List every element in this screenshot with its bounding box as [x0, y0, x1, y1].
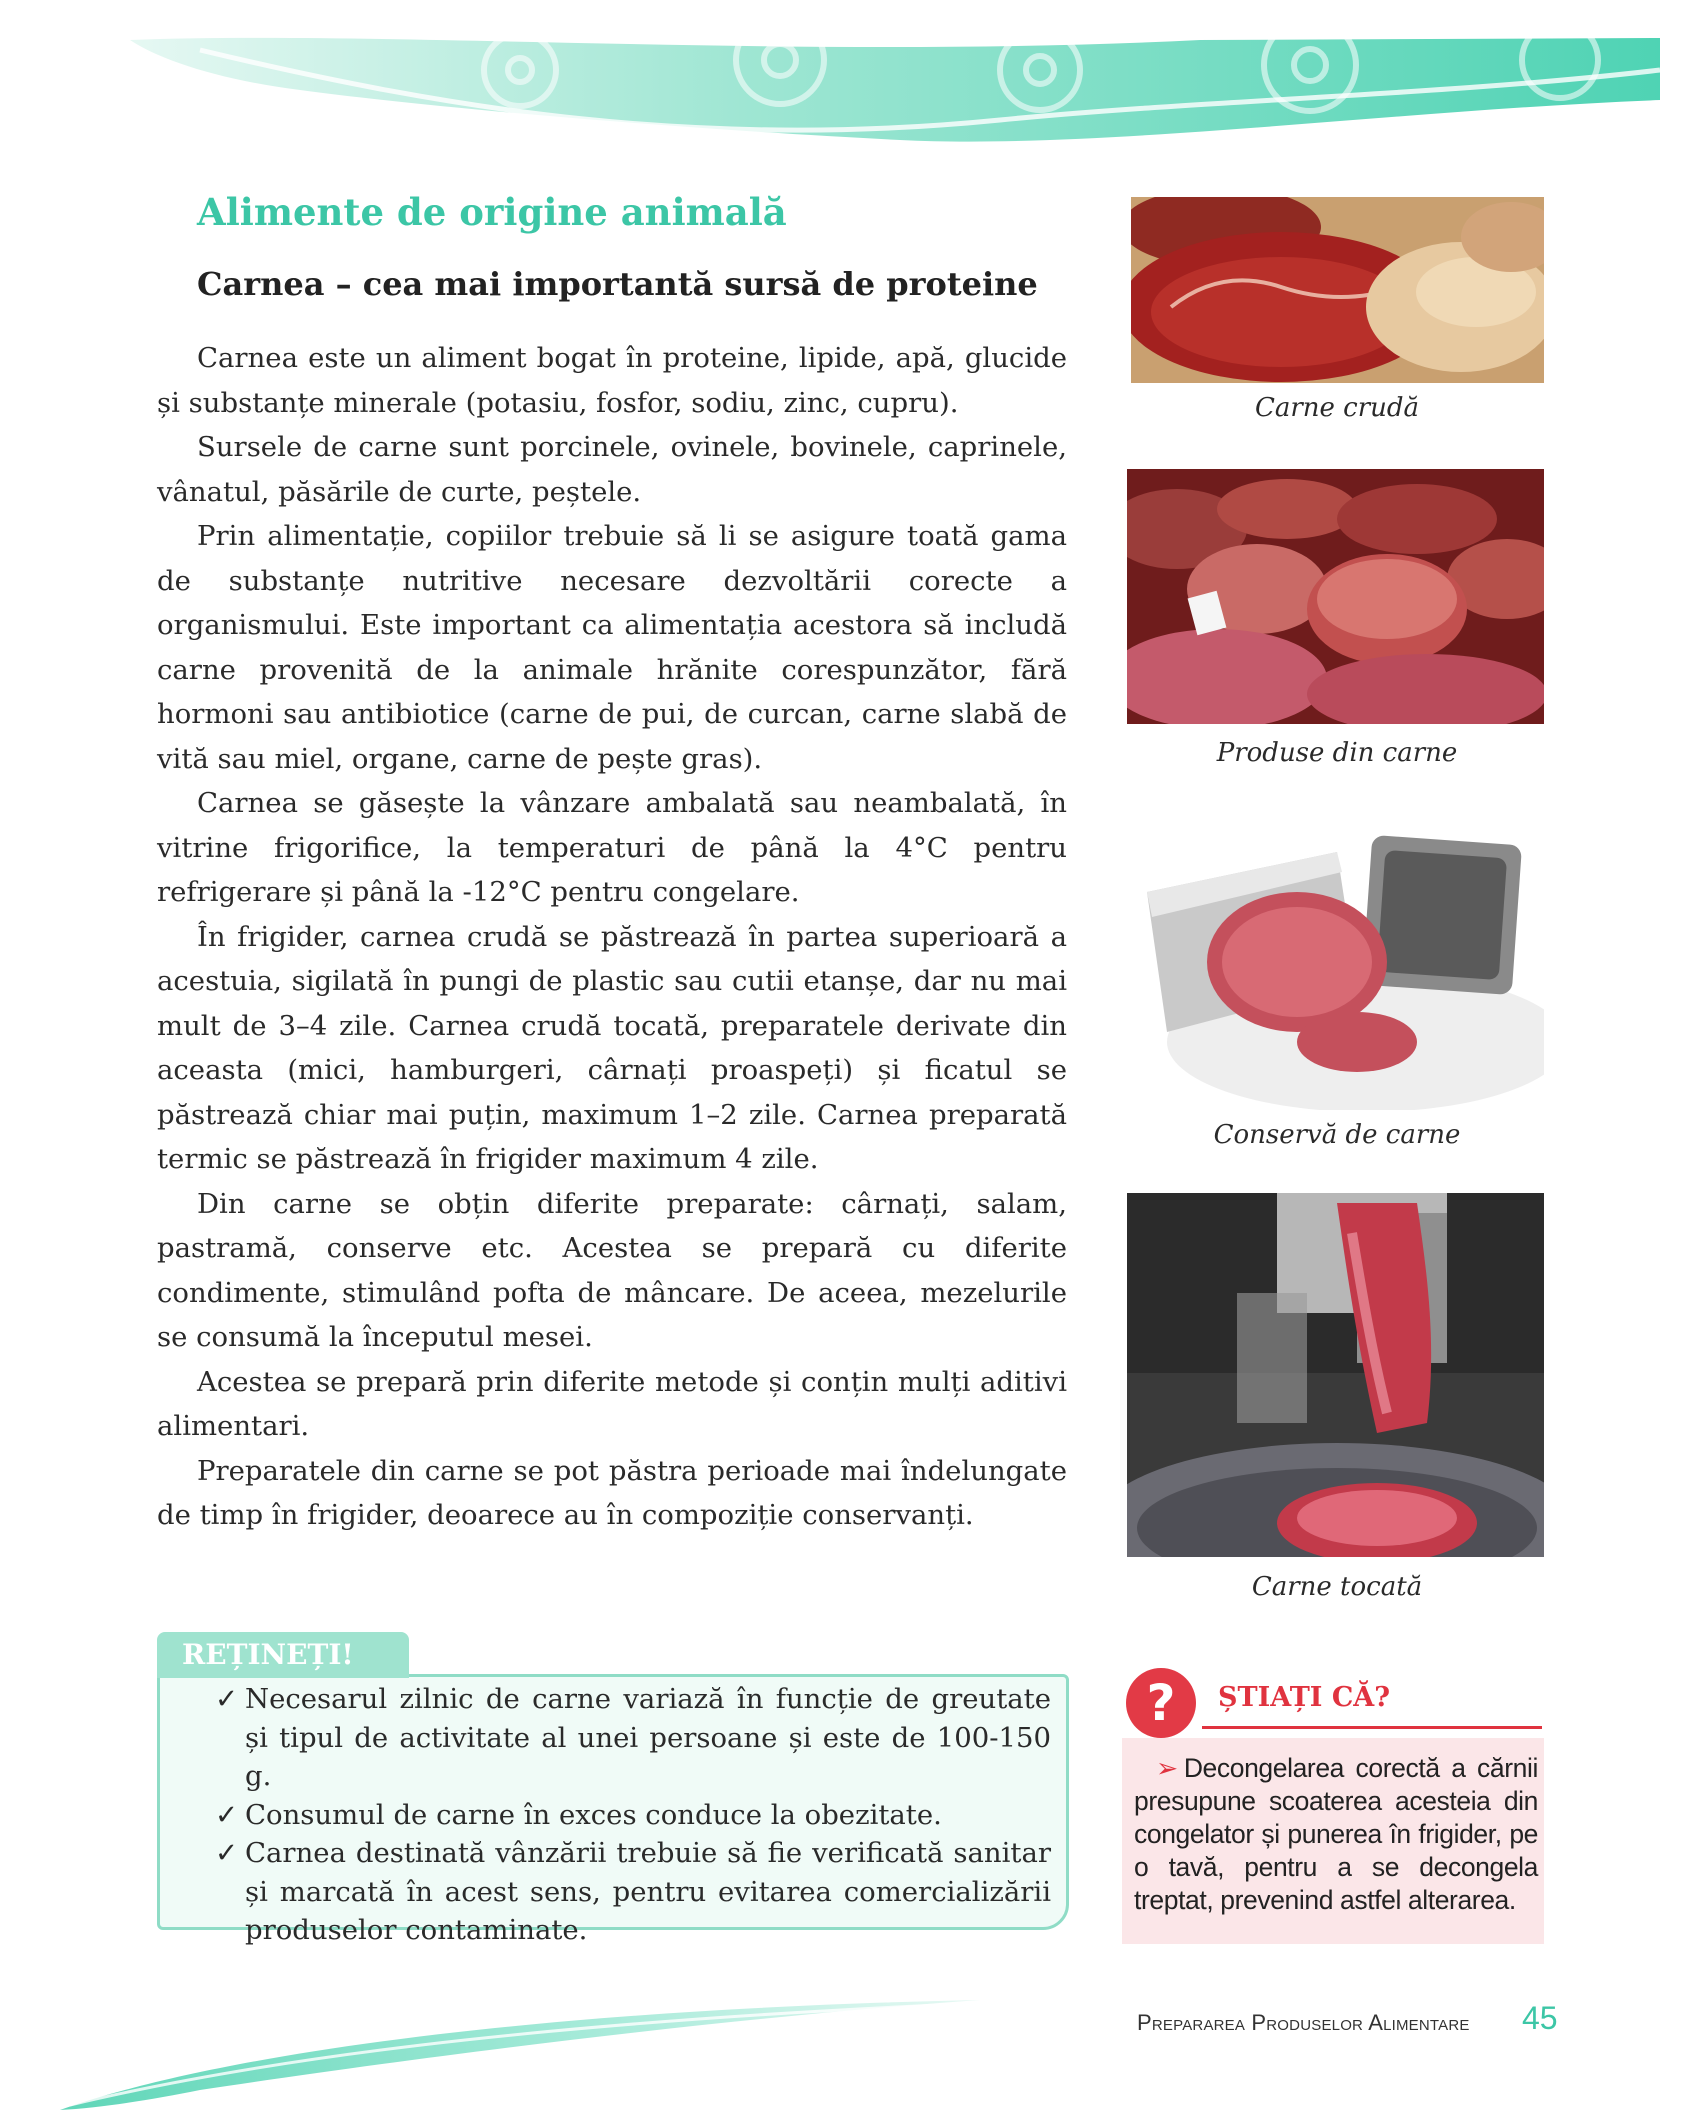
paragraph: Preparatele din carne se pot păstra perioade mai îndelungate de timp în frigider, deoarece au în compoziție conservanți.	[157, 1454, 1067, 1531]
body-text	[157, 336, 1067, 1538]
caption-meat-products: Produse din carne	[1216, 738, 1458, 768]
divider	[1202, 1726, 1542, 1729]
remember-title: REȚINEȚI!	[182, 1638, 354, 1671]
did-you-know-title: ȘTIAȚI CĂ?	[1218, 1682, 1391, 1713]
did-you-know-text: ➢ Decongelarea corectă a cărnii presupune scoaterea acesteia din congelator și punerea în frigider, pe o tavă, pentru a se decongela treptat, prevenind astfel alterarea.	[1134, 1753, 1538, 1915]
section-heading: Alimente de origine animală	[197, 190, 787, 234]
paragraph: Prin alimentație, copiilor trebuie să li se asigure toată gama de substanțe nutritive necesare dezvoltării corecte a organismului. Este important ca alimentația acestora să includă carne provenită de la animale hrănite corespunzător, fără hormoni sau antibiotice (carne de pui, de curcan, carne slabă de vită sau miel, organe, carne de pește gras).	[157, 520, 1067, 775]
list-item: ✓ Consumul de carne în exces conduce la obezitate.	[219, 1796, 1051, 1835]
check-icon: ✓	[215, 1683, 239, 1715]
list-item: ✓ Necesarul zilnic de carne variază în funcție de greutate și tipul de activitate al unei persoane și este de 100-150 g.	[219, 1680, 1051, 1796]
caption-raw-meat: Carne crudă	[1254, 393, 1420, 423]
check-icon: ✓	[215, 1837, 239, 1869]
did-you-know-box	[1122, 1668, 1544, 1944]
page-number: 45	[1522, 2000, 1558, 2036]
raw-meat-photo	[1131, 197, 1544, 383]
section-subheading: Carnea – cea mai importantă sursă de proteine	[197, 265, 1038, 303]
header-banner	[0, 0, 1693, 160]
check-icon: ✓	[215, 1798, 239, 1831]
footer-wave	[0, 1980, 1000, 2120]
arrow-icon: ➢	[1156, 1753, 1178, 1783]
paragraph: Sursele de carne sunt porcinele, ovinele, bovinele, caprinele, vânatul, păsările de curte, peștele.	[157, 431, 1067, 508]
caption-minced-meat: Carne tocată	[1251, 1572, 1423, 1602]
remember-box	[157, 1632, 1069, 1946]
paragraph: Din carne se obțin diferite preparate: cârnați, salam, pastramă, conserve etc. Acestea se prepară cu diferite condimente, stimulând pofta de mâncare. De aceea, mezelurile se consumă la începutul mesei.	[157, 1187, 1067, 1353]
caption-canned-meat: Conservă de carne	[1213, 1120, 1461, 1150]
remember-tab	[157, 1632, 409, 1678]
paragraph: În frigider, carnea crudă se păstrează în partea superioară a acestuia, sigilată în pungi de plastic sau cutii etanșe, dar nu mai mult de 3–4 zile. Carnea crudă tocată, preparatele derivate din aceasta (mici, hamburgeri, cârnați proaspeți) și ficatul se păstrează chiar mai puțin, maximum 1–2 zile. Carnea preparată termic se păstrează în frigider maximum 4 zile.	[157, 920, 1067, 1175]
paragraph: Acestea se prepară prin diferite metode și conțin mulți aditivi alimentari.	[157, 1365, 1067, 1442]
remember-list	[215, 1680, 1051, 1950]
canned-meat-photo	[1127, 832, 1544, 1110]
meat-products-photo	[1127, 469, 1544, 724]
list-item: ✓ Carnea destinată vânzării trebuie să fie verificată sanitar și marcată în acest sens, pentru evitarea comercializării produselor contaminate.	[219, 1834, 1051, 1950]
question-icon: ?	[1126, 1668, 1196, 1738]
minced-meat-photo	[1127, 1193, 1544, 1557]
paragraph: Carnea se găsește la vânzare ambalată sau neambalată, în vitrine frigorifice, la temperaturi de până la 4°C pentru refrigerare și până la -12°C pentru congelare.	[157, 787, 1067, 908]
running-title: Prepararea Produselor Alimentare	[1137, 2010, 1470, 2035]
paragraph: Carnea este un aliment bogat în proteine, lipide, apă, glucide și substanțe minerale (potasiu, fosfor, sodiu, zinc, cupru).	[157, 342, 1067, 419]
